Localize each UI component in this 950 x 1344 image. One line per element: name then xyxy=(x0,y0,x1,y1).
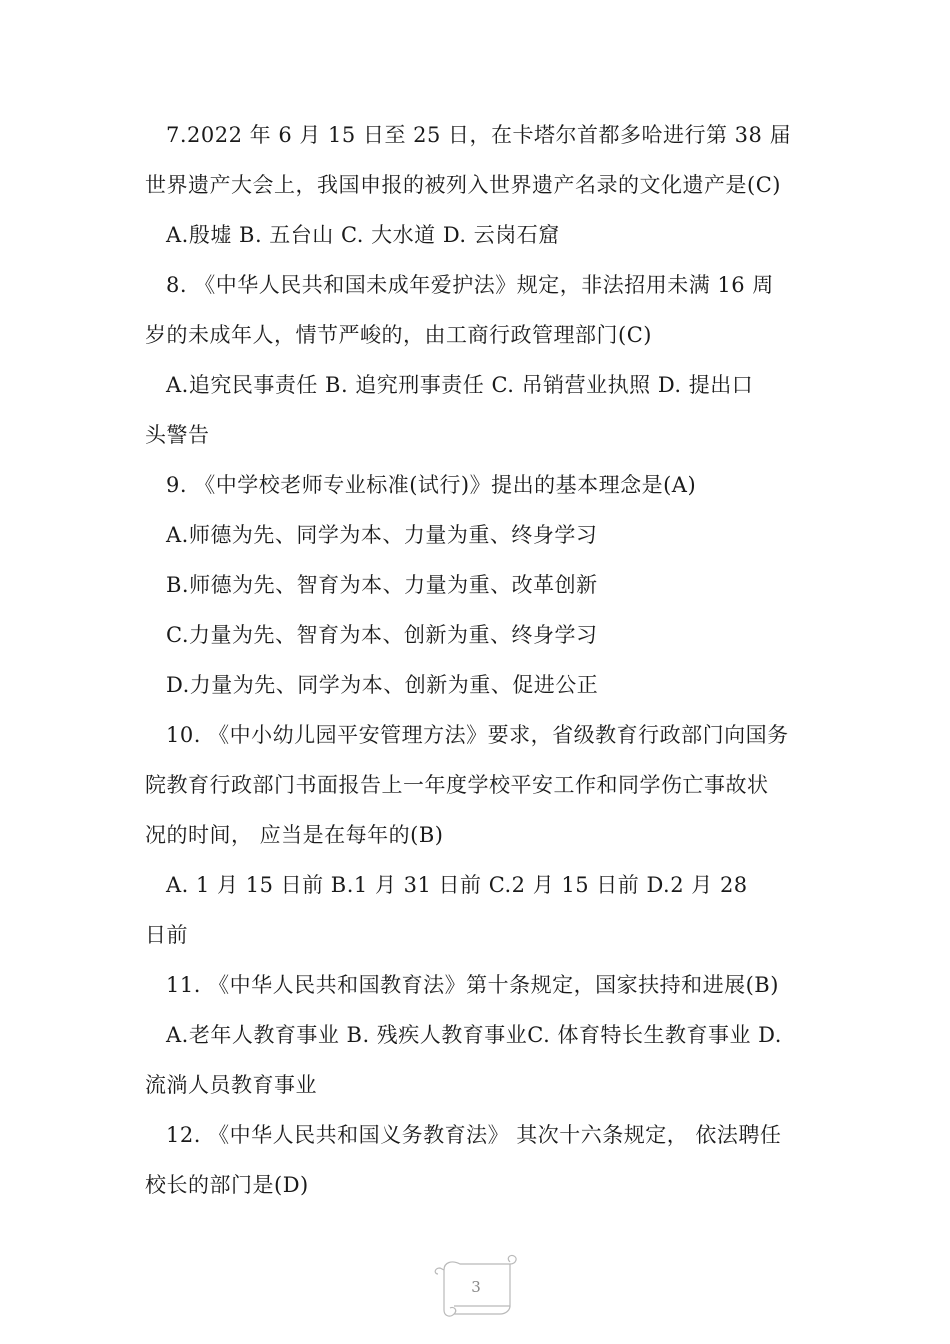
page-number: 3 xyxy=(471,1278,481,1296)
q10-line-3: 况的时间， 应当是在每年的(B) xyxy=(145,823,444,847)
q8-line-2: 岁的未成年人，情节严峻的，由工商行政管理部门(C) xyxy=(145,323,652,347)
q10-line-1: 10. 《中小幼儿园平安管理方法》要求，省级教育行政部门向国务 xyxy=(166,723,789,747)
q10-options-line-2: 日前 xyxy=(145,923,188,947)
q7-options: A.殷墟 B. 五台山 C. 大水道 D. 云岗石窟 xyxy=(166,223,560,247)
q10-options-line-1: A. 1 月 15 日前 B.1 月 31 日前 C.2 月 15 日前 D.2 月 28 xyxy=(166,873,748,897)
q9-option-b: B.师德为先、智育为本、力量为重、改革创新 xyxy=(166,573,598,597)
page-number-scroll-icon xyxy=(430,1252,522,1320)
q11-line-1: 11. 《中华人民共和国教育法》第十条规定，国家扶持和进展(B) xyxy=(166,973,779,997)
q12-line-1: 12. 《中华人民共和国义务教育法》 其次十六条规定， 依法聘任 xyxy=(166,1123,782,1147)
q11-options-line-2: 流淌人员教育事业 xyxy=(145,1073,317,1097)
q11-options-line-1: A.老年人教育事业 B. 残疾人教育事业C. 体育特长生教育事业 D. xyxy=(166,1023,782,1047)
q9-line-1: 9. 《中学校老师专业标准(试行)》提出的基本理念是(A) xyxy=(166,473,697,497)
q8-options-line-2: 头警告 xyxy=(145,423,210,447)
q8-line-1: 8. 《中华人民共和国未成年爱护法》规定，非法招用未满 16 周 xyxy=(166,273,774,297)
q9-option-a: A.师德为先、同学为本、力量为重、终身学习 xyxy=(166,523,598,547)
q7-line-2: 世界遗产大会上，我国申报的被列入世界遗产名录的文化遗产是(C) xyxy=(145,173,781,197)
q12-line-2: 校长的部门是(D) xyxy=(145,1173,309,1197)
q9-option-c: C.力量为先、智育为本、创新为重、终身学习 xyxy=(166,623,598,647)
q10-line-2: 院教育行政部门书面报告上一年度学校平安工作和同学伤亡事故状 xyxy=(145,773,769,797)
q8-options-line-1: A.追究民事责任 B. 追究刑事责任 C. 吊销营业执照 D. 提出口 xyxy=(166,373,754,397)
q7-line-1: 7.2022 年 6 月 15 日至 25 日，在卡塔尔首都多哈进行第 38 届 xyxy=(166,123,792,147)
q9-option-d: D.力量为先、同学为本、创新为重、促进公正 xyxy=(166,673,599,697)
